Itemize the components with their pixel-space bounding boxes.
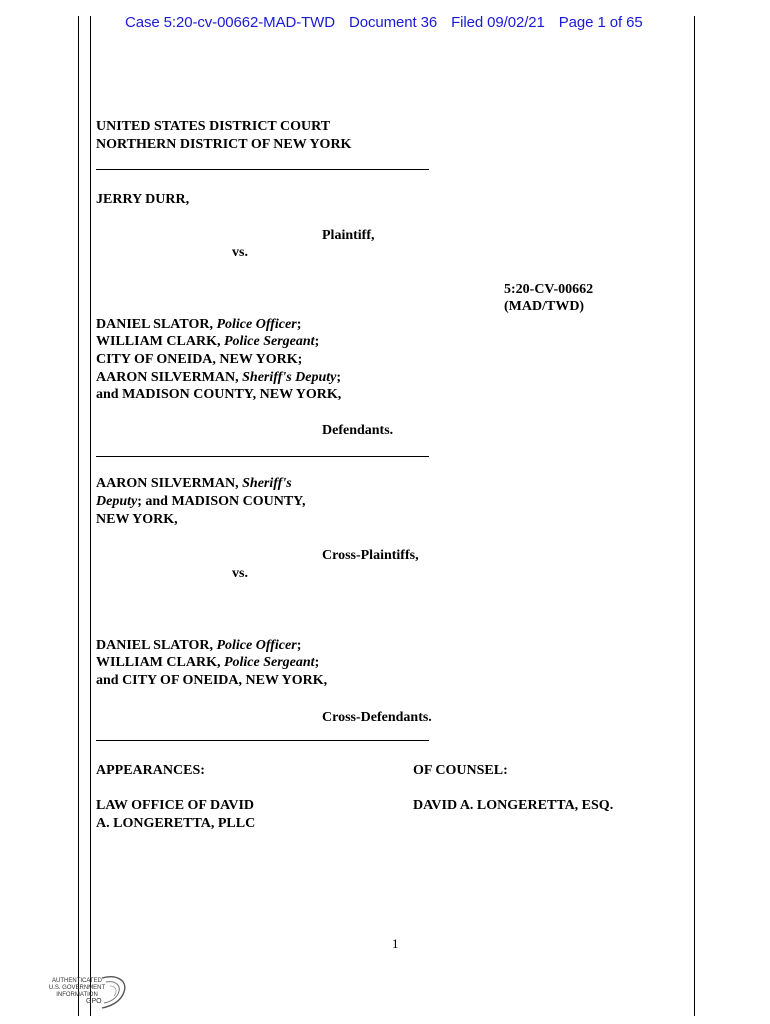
caption-divider-1 <box>96 169 429 170</box>
left-margin-rule-inner <box>90 16 91 1016</box>
caption-divider-2 <box>96 456 429 457</box>
seal-text: AUTHENTICATED U.S. GOVERNMENT INFORMATION <box>48 978 106 998</box>
appearances-heading: APPEARANCES: <box>96 763 205 778</box>
plaintiff-name: JERRY DURR, <box>96 192 190 207</box>
cross-defendant-2: WILLIAM CLARK, Police Sergeant; <box>96 655 320 670</box>
cross-plaintiff-2: NEW YORK, <box>96 512 178 527</box>
cross-defendants-role: Cross-Defendants. <box>322 710 432 725</box>
case-number-line2: (MAD/TWD) <box>504 299 585 314</box>
court-name-line1: UNITED STATES DISTRICT COURT <box>96 119 331 134</box>
defendant-1: DANIEL SLATOR, Police Officer; <box>96 317 302 332</box>
right-margin-rule <box>694 16 695 1016</box>
ecf-header <box>125 14 643 31</box>
court-name-line2: NORTHERN DISTRICT OF NEW YORK <box>96 137 352 152</box>
filed-date: Filed 09/02/21 <box>451 14 545 31</box>
left-margin-rule-outer <box>78 16 79 1016</box>
document-number: Document 36 <box>348 14 438 31</box>
gpo-label: GPO <box>86 998 102 1005</box>
defendant-4: AARON SILVERMAN, Sheriff's Deputy; <box>96 370 342 385</box>
defendant-3: CITY OF ONEIDA, NEW YORK; <box>96 352 303 367</box>
defendant-2: WILLIAM CLARK, Police Sergeant; <box>96 334 320 349</box>
law-firm-line2: A. LONGERETTA, PLLC <box>96 816 256 831</box>
versus-2: vs. <box>232 566 248 581</box>
cross-defendant-1: DANIEL SLATOR, Police Officer; <box>96 638 302 653</box>
caption-divider-3 <box>96 740 429 741</box>
plaintiff-role: Plaintiff, <box>322 228 375 243</box>
cross-plaintiff-1-cont: Deputy; and MADISON COUNTY, <box>96 494 306 509</box>
cross-plaintiff-1: AARON SILVERMAN, Sheriff's <box>96 476 292 491</box>
versus-1: vs. <box>232 245 248 260</box>
cross-plaintiffs-role: Cross-Plaintiffs, <box>322 548 419 563</box>
defendant-5: and MADISON COUNTY, NEW YORK, <box>96 387 342 402</box>
page-number: 1 <box>392 936 399 951</box>
case-number-line1: 5:20-CV-00662 <box>504 282 594 297</box>
defendants-role: Defendants. <box>322 423 394 438</box>
law-firm-line1: LAW OFFICE OF DAVID <box>96 798 255 813</box>
cross-defendant-3: and CITY OF ONEIDA, NEW YORK, <box>96 673 328 688</box>
attorney-name: DAVID A. LONGERETTA, ESQ. <box>413 798 614 813</box>
page-count: Page 1 of 65 <box>558 14 643 31</box>
gpo-authentication-seal <box>44 972 130 1012</box>
of-counsel-heading: OF COUNSEL: <box>413 763 508 778</box>
case-number: Case 5:20-cv-00662-MAD-TWD <box>125 14 335 31</box>
